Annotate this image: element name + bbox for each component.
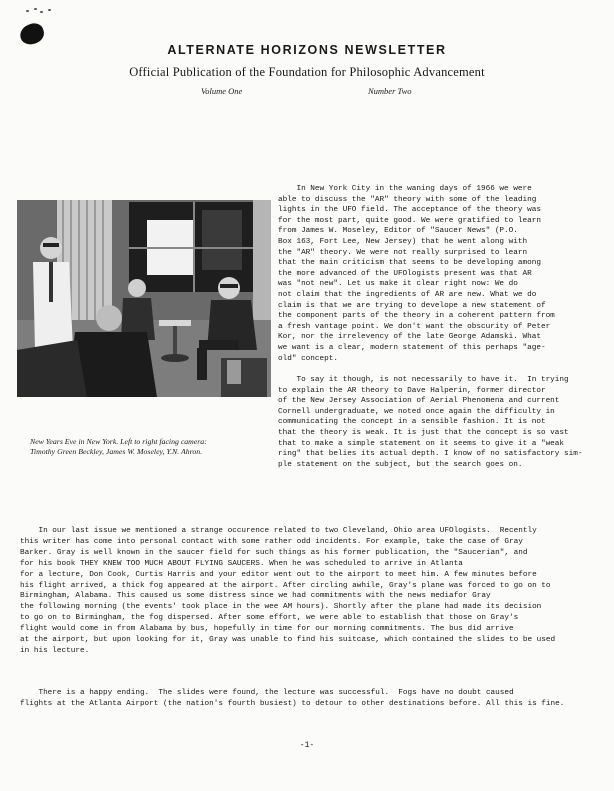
text-line: that the main criticism that seems to be developing among: [278, 259, 541, 268]
text-line: There is a happy ending. The slides were found, the lecture was successful. Fogs have no doubt caused: [20, 689, 514, 697]
text-line: ring" that belies its actual depth. I know of no satisfactory sim-: [278, 450, 583, 459]
text-line: ple statement on the subject, but the search goes on.: [278, 460, 523, 469]
paragraph-new-york: [278, 184, 598, 364]
text-line: was "not new". Let us make it clear right now: We do: [278, 280, 518, 289]
text-line: in his lecture.: [20, 646, 90, 655]
text-line: to go on to Birmingham, the fog dispersed. After some effort, we were able to establish that those on Gray's: [20, 614, 519, 623]
page-number: -1-: [299, 741, 315, 750]
volume-label: Volume One: [201, 86, 243, 96]
text-line: Kor, nor the irrelevency of the late George Adamski. What: [278, 333, 541, 342]
text-line: In New York City in the waning days of 1966 we were: [278, 185, 532, 193]
text-line: the "AR" theory. We were not really surprised to learn: [278, 248, 528, 257]
text-line: Cornell undergraduate, we noted once again the difficulty in: [278, 407, 555, 416]
photo-image: [17, 200, 271, 397]
text-line: lights in the UFO field. The acceptance of the theory was: [278, 206, 541, 215]
text-line: not claim that the ingredients of AR are new. What we do: [278, 290, 537, 299]
text-line: claim is that we are trying to develope a new statement of: [278, 301, 546, 310]
text-line: Birmingham, Alabama. This caused us some distress since we had commitments with the news mediafor Gray: [20, 592, 491, 601]
issue-number: Number Two: [368, 86, 412, 96]
newsletter-title: ALTERNATE HORIZONS NEWSLETTER: [167, 43, 447, 57]
text-line: for his book THEY KNEW TOO MUCH ABOUT FLYING SAUCERS. When he was scheduled to arrive in Atlanta: [20, 559, 463, 568]
text-line: In our last issue we mentioned a strange occurence related to two Cleveland, Ohio area UFOlogists. Recently: [20, 527, 537, 535]
photo-caption: [30, 437, 280, 457]
text-line: old" concept.: [278, 354, 338, 363]
text-line: the following morning (the events' took place in the wee AM hours). Shortly after the plane had made its decision: [20, 603, 542, 612]
text-line: for the most part, quite good. We were gratified to learn: [278, 216, 541, 225]
new-years-eve-photo: [17, 200, 271, 397]
text-line: To say it though, is not necessarily to have it. In trying: [278, 376, 569, 384]
text-line: that to make a simple statement on it seems to give it a "weak: [278, 439, 565, 448]
newsletter-subtitle: Official Publication of the Foundation for Philosophic Advancement: [129, 65, 485, 79]
text-line: at the airport, but upon looking for it, Gray was unable to find his suitcase, which contained the slides to be used: [20, 636, 556, 645]
text-line: that the theory is weak. It is just that the concept is so vast: [278, 428, 569, 437]
text-line: for a lecture, Don Cook, Curtis Harris and your editor went out to the airport to meet him. A few minutes before: [20, 570, 537, 579]
text-line: communicating the concept in a sensible fashion. It is not: [278, 418, 546, 427]
text-line: Barker. Gray is well known in the saucer field for such things as his former publication, the "Saucerian", and: [20, 548, 528, 557]
text-line: the component parts of the theory in a coherent pattern from: [278, 312, 555, 321]
caption-line: New Years Eve in New York. Left to right facing camera:: [30, 437, 207, 446]
text-line: able to discuss the "AR" theory with some of the leading: [278, 195, 537, 204]
text-line: his flight arrived, a thick fog appeared at the airport. After circling awhile, Gray's plane was forced to go on to: [20, 581, 551, 590]
text-line: we want is a clear, modern statement of this perhaps "age-: [278, 343, 546, 352]
text-line: flight would come in from Alabama by bus, hopefully in time for our morning commitments. The bus did arrive: [20, 625, 514, 634]
ink-specks: [26, 8, 56, 14]
paragraph-gray-barker: [20, 526, 596, 657]
text-line: this writer has come into personal contact with some rather odd incidents. For example, take the case of Gray: [20, 537, 523, 546]
text-line: flights at the Atlanta Airport (the nation's fourth busiest) to detour to other destinations before. All this is fine.: [20, 700, 565, 708]
text-line: Box 163, Fort Lee, New Jersey) that he went along with: [278, 237, 528, 246]
text-line: to explain the AR theory to Dave Halperin, former director: [278, 386, 546, 395]
text-line: from James W. Moseley, Editor of "Saucer News" (P.O.: [278, 227, 518, 236]
paragraph-happy-ending: [20, 688, 596, 710]
paragraph-halperin: [278, 375, 598, 470]
text-line: a fresh vantage point. We don't want the obscurity of Peter: [278, 322, 551, 331]
text-line: the more advanced of the UFOlogists present was that AR: [278, 269, 532, 278]
text-line: of the New Jersey Association of Aerial Phenomena and current: [278, 397, 560, 406]
caption-line: Timothy Green Beckley, James W. Moseley, Y.N. Ahron.: [30, 447, 203, 456]
